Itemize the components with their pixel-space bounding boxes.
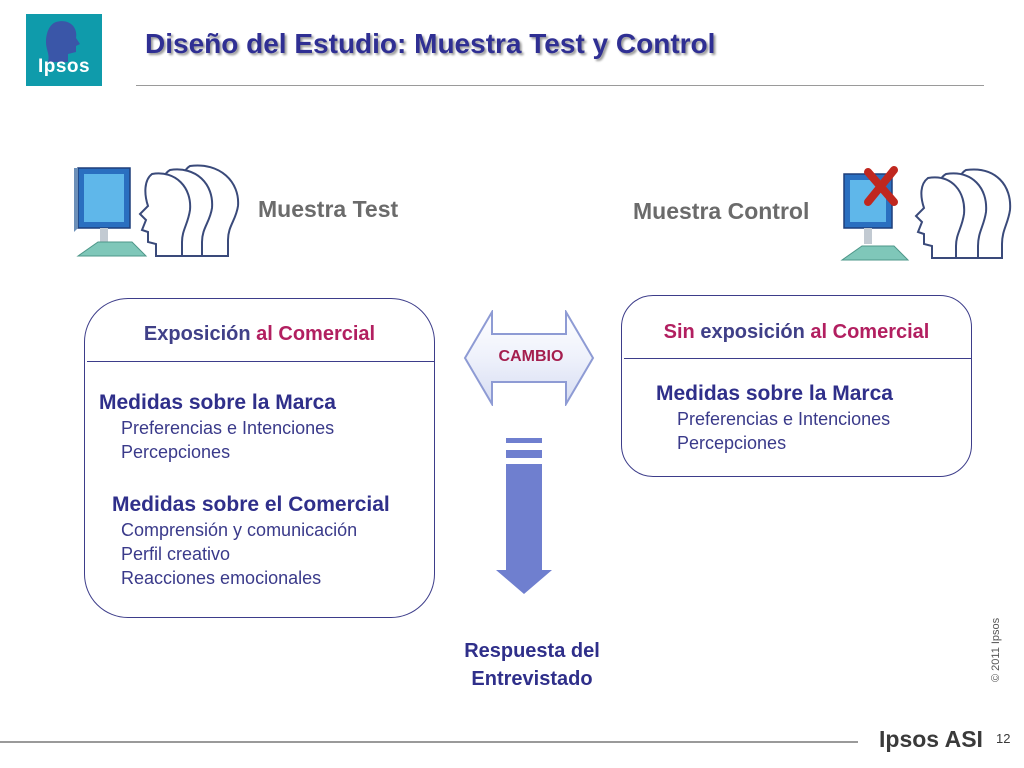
control-sample-box [621, 295, 972, 477]
page-number: 12 [996, 731, 1011, 746]
control-brand-heading: Medidas sobre la Marca [656, 382, 893, 405]
down-arrow-icon [492, 434, 556, 598]
cambio-label: CAMBIO [498, 348, 564, 365]
test-box-heading [85, 323, 434, 346]
respuesta-line-1: Respuesta del [464, 640, 600, 662]
control-sample-illustration [836, 160, 1016, 270]
test-sample-box [84, 298, 435, 618]
label-muestra-control: Muestra Control [633, 198, 810, 224]
respuesta-entrevistado [440, 637, 624, 693]
test-sample-illustration [70, 160, 250, 265]
control-brand-item: Preferencias e Intenciones [677, 409, 891, 429]
control-box-heading [622, 321, 971, 344]
title-divider [136, 85, 984, 86]
test-ad-heading: Medidas sobre el Comercial [112, 493, 390, 516]
label-muestra-test: Muestra Test [258, 196, 399, 222]
control-brand-item: Percepciones [677, 433, 787, 453]
page-title: Diseño del Estudio: Muestra Test y Control [145, 28, 716, 59]
footer-divider [0, 741, 858, 743]
test-heading-exposicion: Exposición [143, 323, 251, 345]
test-box-divider [87, 361, 435, 362]
respuesta-line-2: Entrevistado [471, 668, 593, 690]
control-heading-sin: Sin [663, 321, 695, 343]
logo-text: Ipsos [37, 56, 91, 77]
heads-icon [916, 169, 1010, 258]
test-ad-item: Reacciones emocionales [121, 568, 322, 588]
copyright-text: © 2011 Ipsos [990, 617, 1002, 682]
control-heading-al-comercial: al Comercial [810, 321, 930, 343]
ipsos-logo [26, 14, 102, 86]
test-ad-item: Comprensión y comunicación [121, 520, 358, 540]
test-brand-item: Preferencias e Intenciones [121, 418, 335, 438]
control-box-divider [624, 358, 972, 359]
monitor-icon [74, 168, 146, 256]
monitor-icon [842, 174, 908, 260]
heads-icon [140, 165, 238, 256]
footer-brand: Ipsos ASI [879, 726, 983, 752]
test-heading-al-comercial: al Comercial [256, 323, 376, 345]
control-heading-exposicion: exposición [700, 321, 805, 343]
test-brand-heading: Medidas sobre la Marca [99, 391, 336, 414]
test-brand-item: Percepciones [121, 442, 231, 462]
test-ad-item: Perfil creativo [121, 544, 231, 564]
